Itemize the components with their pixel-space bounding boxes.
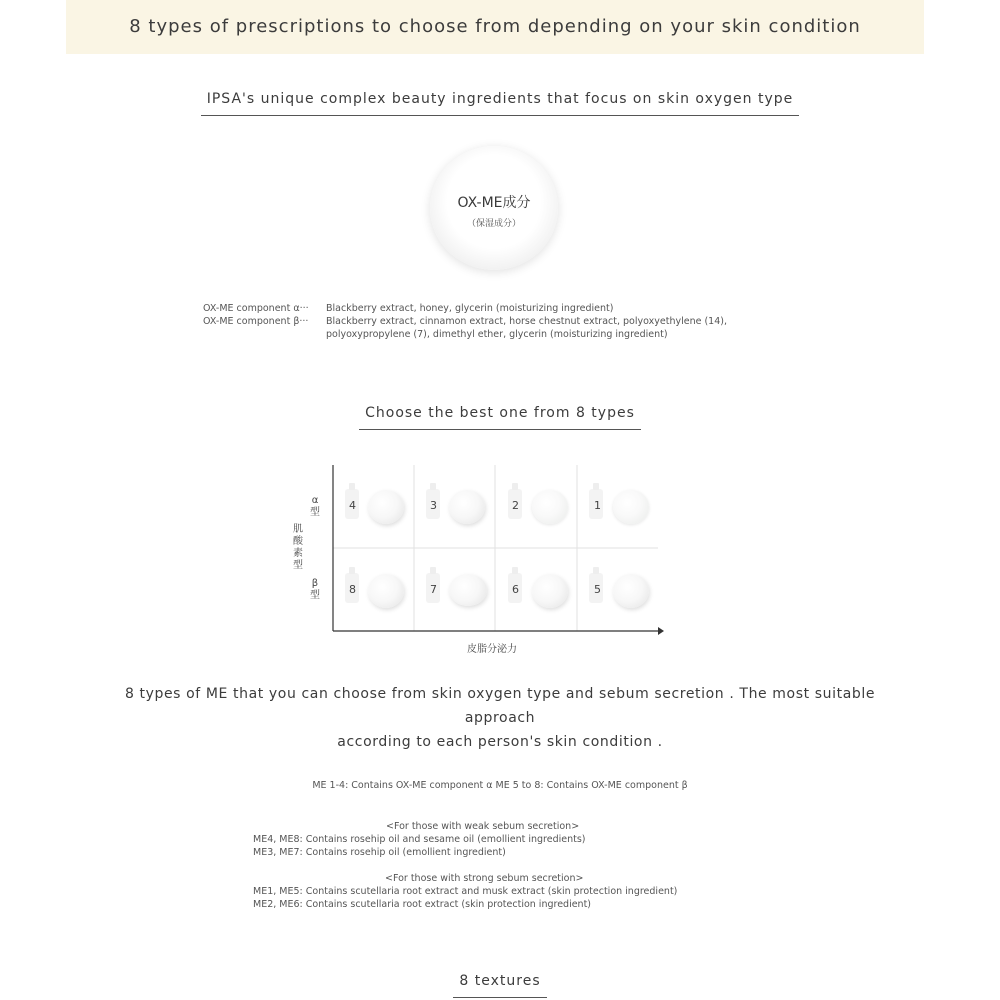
summary-line: according to each person's skin condition . bbox=[337, 734, 663, 750]
section-heading-ingredients bbox=[0, 88, 1000, 116]
banner-title: 8 types of prescriptions to choose from depending on your skin condition bbox=[129, 16, 861, 37]
type-number: 4 bbox=[349, 499, 356, 512]
ingredient-list bbox=[203, 302, 727, 341]
type-number: 7 bbox=[430, 583, 437, 596]
texture-swatch bbox=[613, 574, 649, 608]
strong-sebum-block bbox=[253, 872, 677, 911]
strong-sebum-line: ME2, ME6: Contains scutellaria root extract (skin protection ingredient) bbox=[253, 899, 592, 910]
title-banner bbox=[66, 0, 924, 54]
strong-sebum-title: <For those with strong sebum secretion> bbox=[385, 873, 584, 884]
ingredient-label: OX-ME component β··· bbox=[203, 316, 309, 327]
summary-paragraph bbox=[90, 682, 910, 754]
x-axis-label: 皮脂分泌力 bbox=[467, 644, 517, 655]
row-label-alpha: α型 bbox=[310, 495, 320, 518]
strong-sebum-line: ME1, ME5: Contains scutellaria root extract and musk extract (skin protection ingredient) bbox=[253, 886, 678, 897]
type-number: 5 bbox=[594, 583, 601, 596]
texture-swatch bbox=[449, 490, 485, 524]
type-number: 6 bbox=[512, 583, 519, 596]
section-heading-textures bbox=[0, 970, 1000, 998]
ox-me-ingredient-orb bbox=[430, 146, 558, 270]
weak-sebum-line: ME3, ME7: Contains rosehip oil (emollient ingredient) bbox=[253, 847, 506, 858]
ingredient-row-beta bbox=[203, 315, 727, 328]
ingredient-row-beta-cont bbox=[203, 328, 727, 341]
type-number: 2 bbox=[512, 499, 519, 512]
type-number: 1 bbox=[594, 499, 601, 512]
section-heading-choose bbox=[0, 402, 1000, 430]
texture-swatch bbox=[368, 490, 404, 524]
section-heading-ingredients-text: IPSA's unique complex beauty ingredients that focus on skin oxygen type bbox=[201, 91, 800, 116]
summary-line: approach bbox=[464, 710, 536, 726]
orb-subtitle: （保湿成分） bbox=[466, 219, 521, 229]
ingredient-label: OX-ME component α··· bbox=[203, 303, 309, 314]
type-number: 3 bbox=[430, 499, 437, 512]
ingredient-row-alpha bbox=[203, 302, 727, 315]
orb-title: OX-ME成分 bbox=[457, 195, 531, 211]
summary-line: 8 types of ME that you can choose from skin oxygen type and sebum secretion . The most suitable bbox=[124, 686, 876, 702]
weak-sebum-title: <For those with weak sebum secretion> bbox=[386, 821, 580, 832]
texture-swatch bbox=[368, 574, 404, 608]
row-label-beta: β型 bbox=[310, 578, 320, 601]
x-axis-arrow-icon bbox=[658, 627, 664, 635]
ingredient-text: Blackberry extract, honey, glycerin (moisturizing ingredient) bbox=[326, 303, 614, 314]
section-heading-choose-text: Choose the best one from 8 types bbox=[359, 405, 641, 430]
texture-swatch bbox=[532, 574, 568, 608]
section-heading-textures-text: 8 textures bbox=[453, 973, 546, 998]
texture-swatch bbox=[449, 574, 487, 606]
ingredient-label bbox=[203, 328, 326, 341]
type-matrix-chart bbox=[280, 462, 680, 662]
texture-swatch bbox=[613, 490, 649, 524]
ingredient-text: Blackberry extract, cinnamon extract, horse chestnut extract, polyoxyethylene (14), bbox=[326, 316, 727, 327]
ingredient-text: polyoxypropylene (7), dimethyl ether, glycerin (moisturizing ingredient) bbox=[326, 329, 668, 340]
weak-sebum-line: ME4, ME8: Contains rosehip oil and sesame oil (emollient ingredients) bbox=[253, 834, 586, 845]
y-axis-label: 肌酸素型 bbox=[293, 524, 303, 571]
component-note: ME 1-4: Contains OX-ME component α ME 5 to 8: Contains OX-ME component β bbox=[312, 780, 688, 791]
texture-swatch bbox=[532, 490, 568, 524]
type-number: 8 bbox=[349, 583, 356, 596]
weak-sebum-block bbox=[253, 820, 586, 859]
